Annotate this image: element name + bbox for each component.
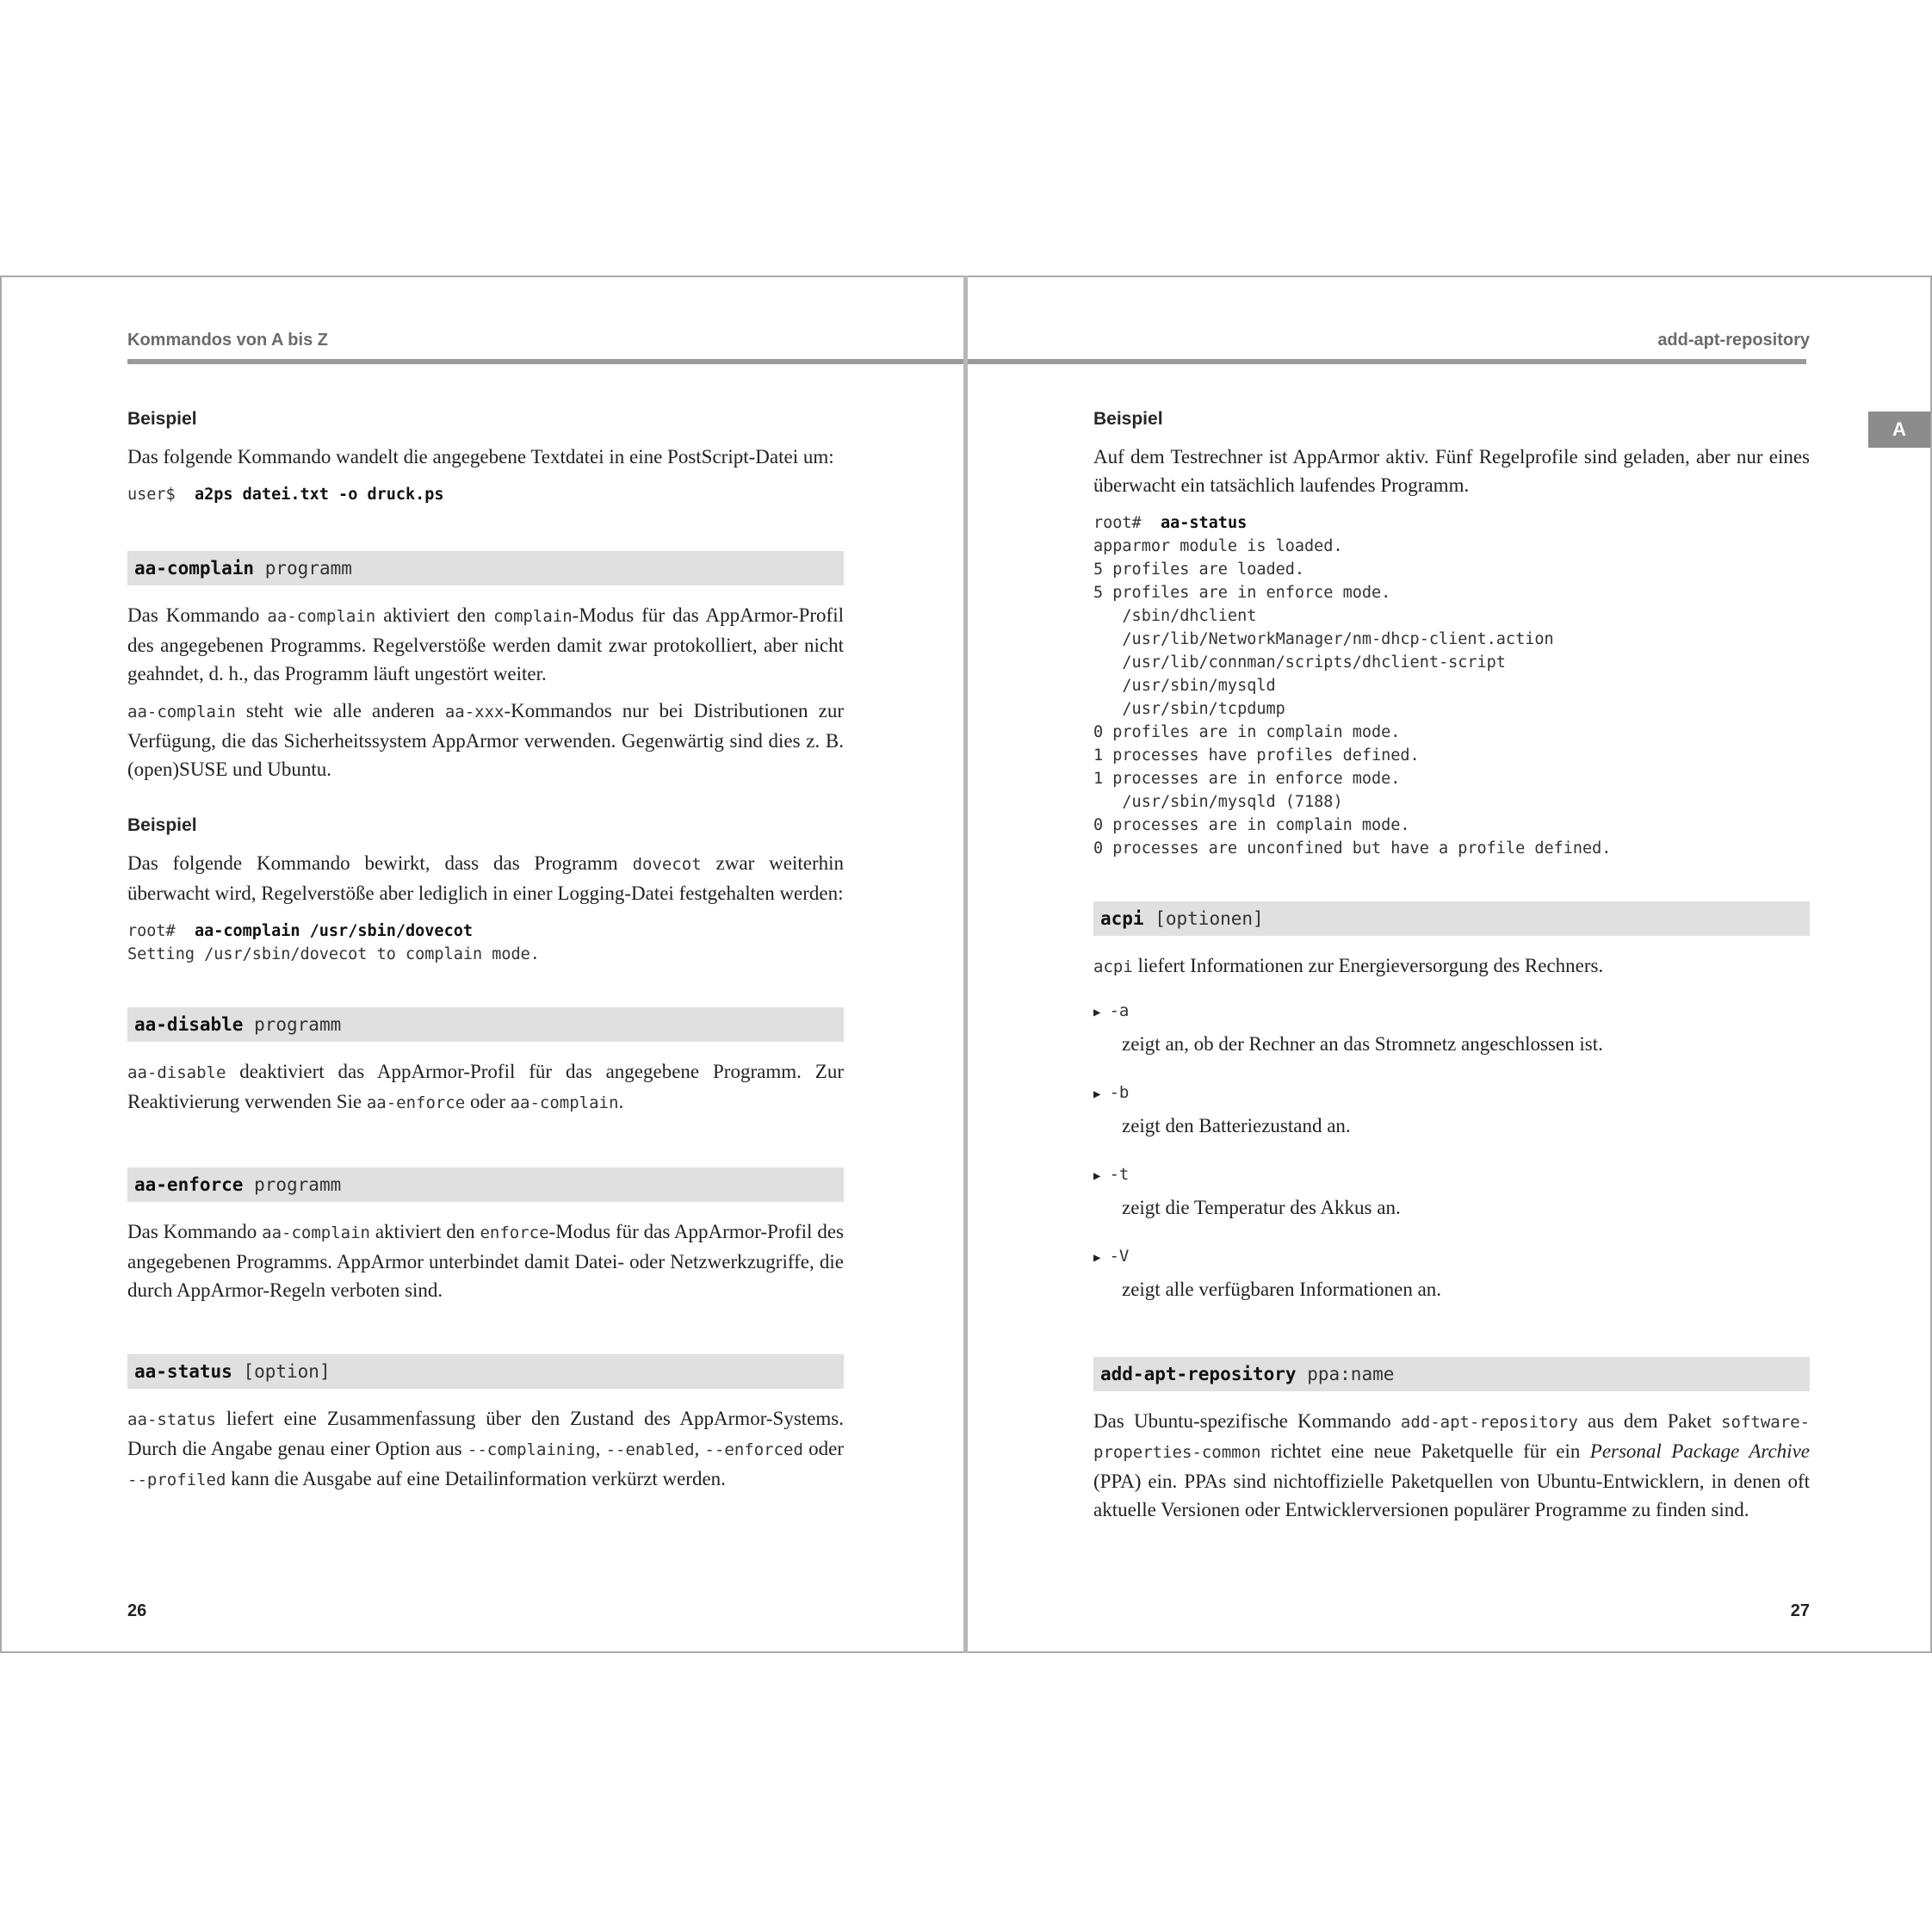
book-gutter bbox=[963, 276, 968, 1653]
paragraph: Das Ubuntu-spezifische Kommando add-apt-repository aus dem Paket software-properties-common richtet eine neue Paketquelle für ein Personal Package Archive (PPA) ein. PPAs sind nichtoffizielle Paketquellen von Ubuntu-Entwicklern, in denen oft aktuelle Versionen oder Entwicklerversionen populärer Programme zu finden sind. bbox=[1093, 1410, 1811, 1520]
right-content bbox=[1093, 406, 1810, 1533]
running-header-left: Kommandos von A bis Z bbox=[127, 331, 328, 350]
bullet-icon: ▶ bbox=[1093, 1006, 1101, 1019]
list-item: ▶ -t zeigt die Temperatur des Akkus an. bbox=[1093, 1165, 1401, 1218]
code-listing bbox=[127, 483, 844, 506]
page-number-left: 26 bbox=[127, 1601, 147, 1620]
example-heading: Beispiel bbox=[127, 409, 197, 429]
code-listing: root# aa-status apparmor module is loaded. 5 profiles are loaded. 5 profiles are in enforce mode. /sbin/dhclient /usr/lib/NetworkManager/nm-dhcp-client.action /usr/lib/connman/scripts/dhclient-script /usr/sbin/mysqld /usr/sbin/tcpdump 0 profiles are in complain mode. 1 processes have profiles defined. 1 processes are in enforce mode. /usr/sbin/mysqld (7188) 0 processes are in complain mode. 0 processes are unconfined but have a profile defined. bbox=[1093, 514, 1612, 858]
prompt: user$ bbox=[127, 486, 176, 504]
command-heading-add-apt-repository: add-apt-repository ppa:name bbox=[1093, 1357, 1810, 1391]
command-heading-aa-complain: aa-complain programm bbox=[127, 551, 844, 585]
page-number-right: 27 bbox=[1790, 1601, 1810, 1620]
list-item: ▶ -b zeigt den Batteriezustand an. bbox=[1093, 1083, 1351, 1136]
list-item: ▶ -V zeigt alle verfügbaren Informationen an. bbox=[1093, 1247, 1442, 1300]
left-content bbox=[127, 406, 844, 1503]
left-page bbox=[0, 276, 968, 1653]
paragraph: aa-disable deaktiviert das AppArmor-Profil für das angegebene Programm. Zur Reaktivierung verwenden Sie aa-enforce oder aa-complain. bbox=[127, 1061, 844, 1112]
book-spread bbox=[0, 276, 1932, 1653]
example-heading: Beispiel bbox=[127, 815, 197, 835]
paragraph: Das Kommando aa-complain aktiviert den enforce-Modus für das AppArmor-Profil des angegebenen Programms. AppArmor unterbindet damit Datei- oder Netzwerkzugriffe, die durch AppArmor-Regeln verboten sind. bbox=[127, 1221, 844, 1301]
command-heading-aa-disable: aa-disable programm bbox=[127, 1007, 844, 1042]
paragraph: acpi liefert Informationen zur Energieversorgung des Rechners. bbox=[1093, 955, 1604, 976]
paragraph: aa-status liefert eine Zusammenfassung über den Zustand des AppArmor-Systems. Durch die Angabe genau einer Option aus --complaining, --enabled, --enforced oder --profiled kann die Ausgabe auf eine Detailinformation verkürzt werden. bbox=[127, 1408, 845, 1489]
command-heading-acpi: acpi [optionen] bbox=[1093, 901, 1810, 936]
command-heading-aa-enforce: aa-enforce programm bbox=[127, 1167, 844, 1202]
example-text: Das folgende Kommando bewirkt, dass das Programm dovecot zwar weiterhin überwacht wird, Regelverstöße aber lediglich in einer Logging-Datei festgehalten werden: bbox=[127, 852, 844, 904]
example-text: Das folgende Kommando wandelt die angegebene Textdatei in eine PostScript-Datei um: bbox=[127, 446, 834, 468]
paragraph: aa-complain steht wie alle anderen aa-xxx-Kommandos nur bei Distributionen zur Verfügung, die das Sicherheitssystem AppArmor verwenden. Gegenwärtig sind dies z. B. (open)SUSE und Ubuntu. bbox=[127, 700, 844, 780]
command: a2ps datei.txt -o druck.ps bbox=[194, 486, 444, 504]
paragraph: Das Kommando aa-complain aktiviert den complain-Modus für das AppArmor-Profil des angegebenen Programms. Regelverstöße werden damit zwar protokolliert, aber nicht geahndet, d. h., das Programm läuft ungestört weiter. bbox=[127, 604, 844, 684]
code-listing: root# aa-complain /usr/sbin/dovecot Setting /usr/sbin/dovecot to complain mode. bbox=[127, 922, 540, 963]
options-list bbox=[1093, 999, 1810, 1303]
thumb-index-tab[interactable]: A bbox=[1868, 412, 1930, 448]
bullet-icon: ▶ bbox=[1093, 1251, 1101, 1265]
bullet-icon: ▶ bbox=[1093, 1169, 1101, 1183]
example-text: Auf dem Testrechner ist AppArmor aktiv. Fünf Regelprofile sind geladen, aber nur eines überwacht ein tatsächlich laufendes Programm. bbox=[1093, 446, 1810, 496]
list-item: ▶ -a zeigt an, ob der Rechner an das Stromnetz angeschlossen ist. bbox=[1093, 1001, 1603, 1055]
right-page bbox=[966, 276, 1932, 1653]
example-heading: Beispiel bbox=[1093, 409, 1163, 429]
command-heading-aa-status: aa-status [option] bbox=[127, 1354, 844, 1389]
header-rule-right bbox=[968, 359, 1806, 364]
running-header-right: add-apt-repository bbox=[1657, 331, 1810, 350]
header-rule-left bbox=[127, 359, 969, 364]
bullet-icon: ▶ bbox=[1093, 1087, 1101, 1101]
